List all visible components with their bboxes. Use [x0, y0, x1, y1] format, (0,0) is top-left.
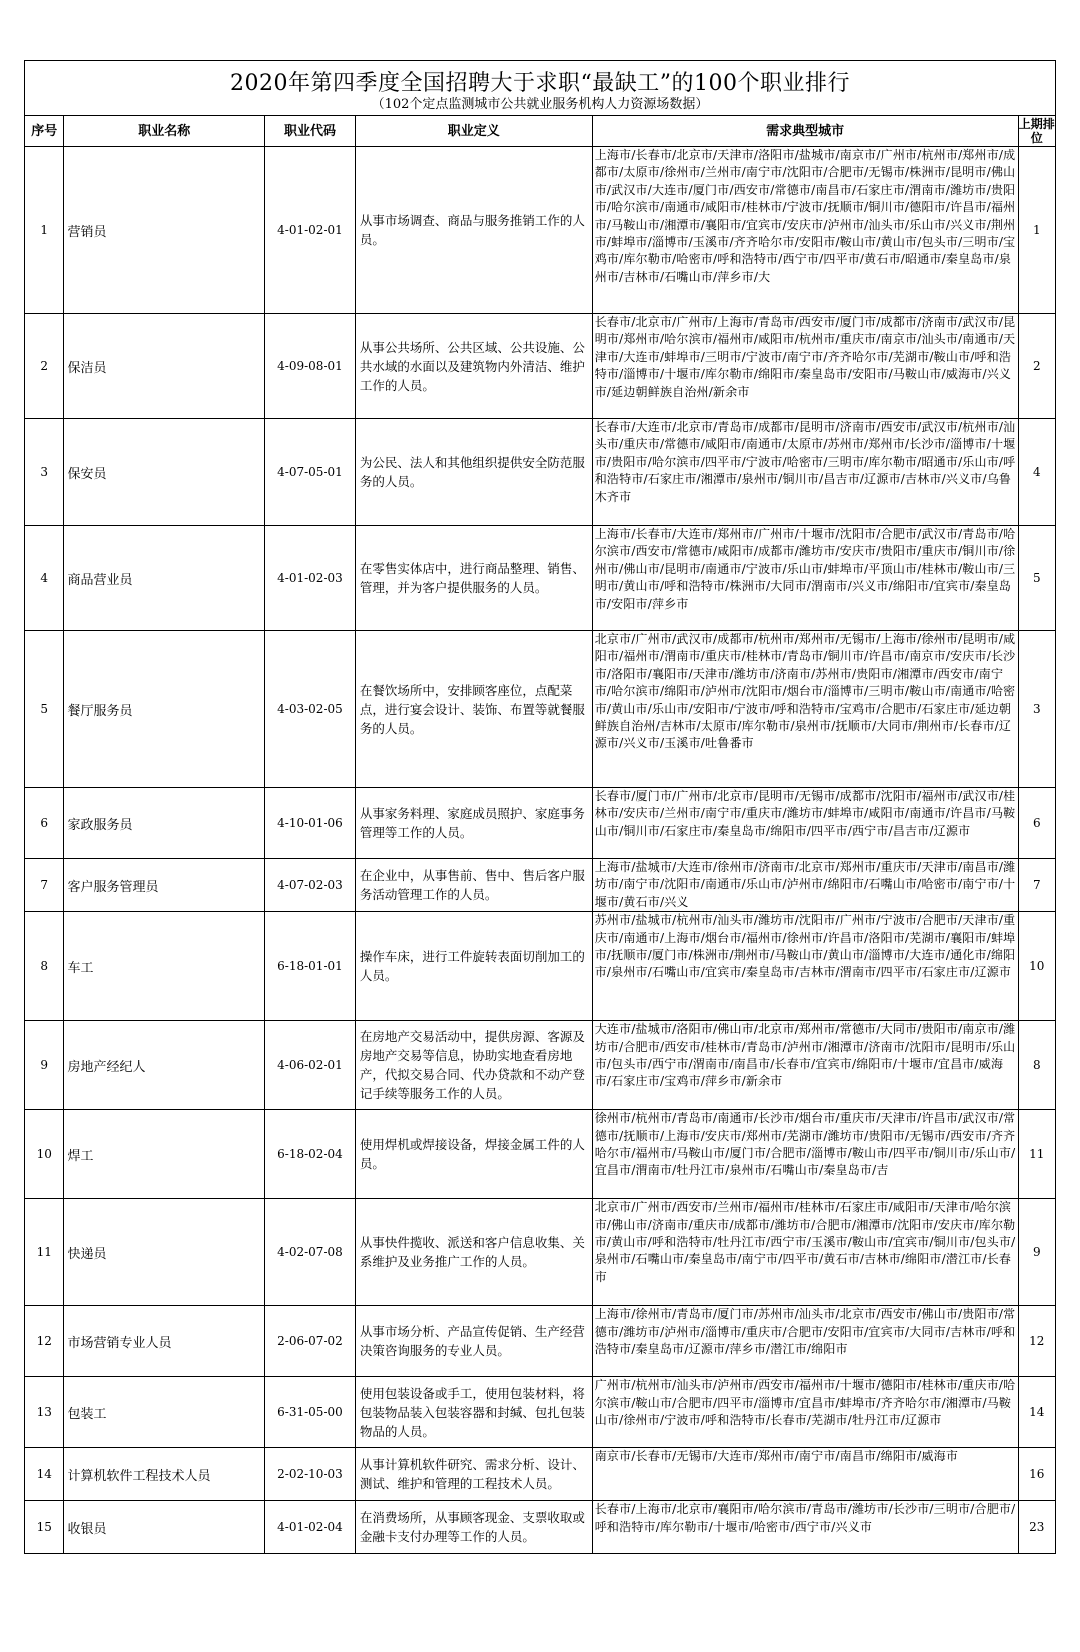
- occupation-definition: 在消费场所，从事顾客现金、支票收取或金融卡支付办理等工作的人员。: [355, 1501, 592, 1554]
- occupation-name: 包装工: [64, 1377, 265, 1448]
- occupation-code: 4-07-05-01: [265, 419, 356, 526]
- typical-cities: 北京市/广州市/西安市/兰州市/福州市/桂林市/石家庄市/咸阳市/天津市/哈尔滨市/佛山市/济南市/重庆市/成都市/潍坊市/合肥市/湘潭市/沈阳市/安庆市/库尔勒市/黄山市/呼和浩特市/牡丹江市/西宁市/玉溪市/鞍山市/宜宾市/铜川市/包头市/泉州市/石嘴山市/秦皇岛市/南宁市/四平市/黄石市/吉林市/绵阳市/潜江市/长春市: [592, 1199, 1018, 1306]
- previous-rank: 2: [1018, 314, 1055, 419]
- row-index: 13: [25, 1377, 64, 1448]
- occupation-definition: 使用焊机或焊接设备，焊接金属工件的人员。: [355, 1110, 592, 1199]
- table-row: [25, 912, 1056, 1021]
- previous-rank: 1: [1018, 147, 1055, 314]
- occupation-name: 房地产经纪人: [64, 1021, 265, 1110]
- typical-cities: 大连市/盐城市/洛阳市/佛山市/北京市/郑州市/常德市/大同市/贵阳市/南京市/潍坊市/合肥市/西安市/桂林市/青岛市/泸州市/湘潭市/济南市/沈阳市/昆明市/乐山市/包头市/西宁市/渭南市/南昌市/长春市/宜宾市/绵阳市/十堰市/宜昌市/威海市/石家庄市/宝鸡市/萍乡市/新余市: [592, 1021, 1018, 1110]
- occupation-code: 4-01-02-01: [265, 147, 356, 314]
- occupation-definition: 为公民、法人和其他组织提供安全防范服务的人员。: [355, 419, 592, 526]
- occupation-name: 市场营销专业人员: [64, 1306, 265, 1377]
- table-row: [25, 1110, 1056, 1199]
- row-index: 6: [25, 788, 64, 859]
- row-index: 12: [25, 1306, 64, 1377]
- row-index: 8: [25, 912, 64, 1021]
- previous-rank: 5: [1018, 526, 1055, 631]
- previous-rank: 14: [1018, 1377, 1055, 1448]
- occupation-name: 计算机软件工程技术人员: [64, 1448, 265, 1501]
- occupation-code: 4-03-02-05: [265, 631, 356, 788]
- header-prev-rank: 上期排位: [1018, 117, 1055, 145]
- table-row: [25, 859, 1056, 912]
- occupation-definition: 在餐饮场所中，安排顾客座位，点配菜点，进行宴会设计、装饰、布置等就餐服务的人员。: [355, 631, 592, 788]
- previous-rank: 4: [1018, 419, 1055, 526]
- table-subtitle: （102个定点监测城市公共就业服务机构人力资源场数据）: [25, 97, 1056, 116]
- row-index: 11: [25, 1199, 64, 1306]
- row-index: 1: [25, 147, 64, 314]
- subtitle-row: [25, 97, 1056, 116]
- previous-rank: 6: [1018, 788, 1055, 859]
- occupation-definition: 从事计算机软件研究、需求分析、设计、测试、维护和管理的工程技术人员。: [355, 1448, 592, 1501]
- occupation-name: 焊工: [64, 1110, 265, 1199]
- occupation-code: 2-02-10-03: [265, 1448, 356, 1501]
- header-index: 序号: [25, 116, 64, 147]
- row-index: 3: [25, 419, 64, 526]
- occupation-name: 家政服务员: [64, 788, 265, 859]
- header-name: 职业名称: [64, 116, 265, 147]
- row-index: 10: [25, 1110, 64, 1199]
- table-row: [25, 1306, 1056, 1377]
- previous-rank: 23: [1018, 1501, 1055, 1554]
- occupation-code: 4-02-07-08: [265, 1199, 356, 1306]
- occupation-code: 6-31-05-00: [265, 1377, 356, 1448]
- occupation-definition: 在零售实体店中，进行商品整理、销售、管理，并为客户提供服务的人员。: [355, 526, 592, 631]
- previous-rank: 16: [1018, 1448, 1055, 1501]
- typical-cities: 上海市/盐城市/大连市/徐州市/济南市/北京市/郑州市/重庆市/天津市/南昌市/潍坊市/南宁市/沈阳市/南通市/乐山市/泸州市/绵阳市/石嘴山市/哈密市/南宁市/十堰市/黄石市/兴义: [592, 859, 1018, 912]
- occupation-name: 快递员: [64, 1199, 265, 1306]
- table-row: [25, 1501, 1056, 1554]
- occupation-definition: 从事快件揽收、派送和客户信息收集、关系维护及业务推广工作的人员。: [355, 1199, 592, 1306]
- table-row: [25, 1448, 1056, 1501]
- occupation-definition: 从事公共场所、公共区域、公共设施、公共水域的水面以及建筑物内外清洁、维护工作的人员。: [355, 314, 592, 419]
- previous-rank: 10: [1018, 912, 1055, 1021]
- occupation-definition: 在企业中，从事售前、售中、售后客户服务活动管理工作的人员。: [355, 859, 592, 912]
- row-index: 15: [25, 1501, 64, 1554]
- occupation-definition: 在房地产交易活动中，提供房源、客源及房地产交易等信息，协助实地查看房地产，代拟交易合同、代办贷款和不动产登记手续等服务工作的人员。: [355, 1021, 592, 1110]
- previous-rank: 3: [1018, 631, 1055, 788]
- table-row: [25, 419, 1056, 526]
- header-row: [25, 116, 1056, 147]
- occupation-name: 保洁员: [64, 314, 265, 419]
- typical-cities: 长春市/大连市/北京市/青岛市/成都市/昆明市/济南市/西安市/武汉市/杭州市/汕头市/重庆市/常德市/咸阳市/南通市/太原市/苏州市/郑州市/长沙市/淄博市/十堰市/贵阳市/哈尔滨市/四平市/宁波市/哈密市/三明市/库尔勒市/昭通市/乐山市/呼和浩特市/石家庄市/湘潭市/泉州市/铜川市/昌吉市/辽源市/吉林市/兴义市/乌鲁木齐市: [592, 419, 1018, 526]
- header-cities: 需求典型城市: [592, 116, 1018, 147]
- table-title: 2020年第四季度全国招聘大于求职“最缺工”的100个职业排行: [25, 61, 1056, 98]
- occupation-definition: 从事市场调查、商品与服务推销工作的人员。: [355, 147, 592, 314]
- row-index: 9: [25, 1021, 64, 1110]
- ranking-table: [24, 60, 1056, 1554]
- typical-cities: 徐州市/杭州市/青岛市/南通市/长沙市/烟台市/重庆市/天津市/许昌市/武汉市/常德市/抚顺市/上海市/安庆市/郑州市/芜湖市/潍坊市/贵阳市/无锡市/西安市/齐齐哈尔市/福州市/马鞍山市/厦门市/合肥市/淄博市/鞍山市/四平市/铜川市/乐山市/宜昌市/渭南市/牡丹江市/泉州市/石嘴山市/秦皇岛市/吉: [592, 1110, 1018, 1199]
- occupation-definition: 从事市场分析、产品宣传促销、生产经营决策咨询服务的专业人员。: [355, 1306, 592, 1377]
- previous-rank: 11: [1018, 1110, 1055, 1199]
- typical-cities: 长春市/上海市/北京市/襄阳市/哈尔滨市/青岛市/潍坊市/长沙市/三明市/合肥市/呼和浩特市/库尔勒市/十堰市/哈密市/西宁市/兴义市: [592, 1501, 1018, 1554]
- previous-rank: 7: [1018, 859, 1055, 912]
- occupation-code: 4-09-08-01: [265, 314, 356, 419]
- typical-cities: 南京市/长春市/无锡市/大连市/郑州市/南宁市/南昌市/绵阳市/威海市: [592, 1448, 1018, 1501]
- row-index: 5: [25, 631, 64, 788]
- typical-cities: 北京市/广州市/武汉市/成都市/杭州市/郑州市/无锡市/上海市/徐州市/昆明市/咸阳市/福州市/渭南市/重庆市/桂林市/青岛市/铜川市/许昌市/南京市/安庆市/长沙市/洛阳市/襄阳市/天津市/潍坊市/济南市/苏州市/贵阳市/湘潭市/西安市/南宁市/哈尔滨市/绵阳市/泸州市/沈阳市/烟台市/淄博市/三明市/鞍山市/南通市/哈密市/黄山市/乐山市/安阳市/宁波市/呼和浩特市/宝鸡市/合肥市/石家庄市/延边朝鲜族自治州/吉林市/太原市/库尔勒市/泉州市/抚顺市/大同市/荆州市/长春市/辽源市/兴义市/玉溪市/吐鲁番市: [592, 631, 1018, 788]
- occupation-name: 营销员: [64, 147, 265, 314]
- occupation-code: 6-18-01-01: [265, 912, 356, 1021]
- occupation-name: 商品营业员: [64, 526, 265, 631]
- occupation-definition: 操作车床，进行工件旋转表面切削加工的人员。: [355, 912, 592, 1021]
- occupation-definition: 使用包装设备或手工，使用包装材料，将包装物品装入包装容器和封缄、包扎包装物品的人员。: [355, 1377, 592, 1448]
- typical-cities: 广州市/杭州市/汕头市/泸州市/西安市/福州市/十堰市/德阳市/桂林市/重庆市/哈尔滨市/鞍山市/合肥市/四平市/淄博市/宜昌市/蚌埠市/齐齐哈尔市/湘潭市/马鞍山市/徐州市/宁波市/呼和浩特市/长春市/芜湖市/牡丹江市/辽源市: [592, 1377, 1018, 1448]
- occupation-code: 4-01-02-03: [265, 526, 356, 631]
- row-index: 2: [25, 314, 64, 419]
- occupation-name: 收银员: [64, 1501, 265, 1554]
- previous-rank: 12: [1018, 1306, 1055, 1377]
- table-row: [25, 1021, 1056, 1110]
- occupation-name: 餐厅服务员: [64, 631, 265, 788]
- typical-cities: 上海市/长春市/大连市/郑州市/广州市/十堰市/沈阳市/合肥市/武汉市/青岛市/哈尔滨市/西安市/常德市/咸阳市/成都市/潍坊市/安庆市/贵阳市/重庆市/铜川市/徐州市/佛山市/昆明市/南通市/宁波市/乐山市/蚌埠市/平顶山市/桂林市/鞍山市/三明市/黄山市/呼和浩特市/株洲市/大同市/渭南市/兴义市/绵阳市/宜宾市/秦皇岛市/安阳市/萍乡市: [592, 526, 1018, 631]
- row-index: 14: [25, 1448, 64, 1501]
- title-row: [25, 61, 1056, 98]
- previous-rank: 9: [1018, 1199, 1055, 1306]
- typical-cities: 上海市/徐州市/青岛市/厦门市/苏州市/汕头市/北京市/西安市/佛山市/贵阳市/常德市/潍坊市/泸州市/淄博市/重庆市/合肥市/安阳市/宜宾市/大同市/吉林市/呼和浩特市/秦皇岛市/辽源市/萍乡市/潜江市/绵阳市: [592, 1306, 1018, 1377]
- occupation-code: 4-06-02-01: [265, 1021, 356, 1110]
- occupation-code: 4-10-01-06: [265, 788, 356, 859]
- table-row: [25, 1199, 1056, 1306]
- typical-cities: 长春市/北京市/广州市/上海市/青岛市/西安市/厦门市/成都市/济南市/武汉市/昆明市/郑州市/哈尔滨市/福州市/咸阳市/杭州市/重庆市/南京市/汕头市/南通市/天津市/大连市/蚌埠市/三明市/宁波市/南宁市/齐齐哈尔市/芜湖市/鞍山市/呼和浩特市/淄博市/十堰市/库尔勒市/绵阳市/秦皇岛市/安阳市/马鞍山市/威海市/兴义市/延边朝鲜族自治州/新余市: [592, 314, 1018, 419]
- occupation-code: 2-06-07-02: [265, 1306, 356, 1377]
- occupation-definition: 从事家务料理、家庭成员照护、家庭事务管理等工作的人员。: [355, 788, 592, 859]
- occupation-name: 客户服务管理员: [64, 859, 265, 912]
- occupation-ranking-sheet: [24, 60, 1056, 1554]
- header-definition: 职业定义: [355, 116, 592, 147]
- table-row: [25, 1377, 1056, 1448]
- table-row: [25, 147, 1056, 314]
- table-row: [25, 314, 1056, 419]
- previous-rank: 8: [1018, 1021, 1055, 1110]
- occupation-code: 6-18-02-04: [265, 1110, 356, 1199]
- row-index: 4: [25, 526, 64, 631]
- occupation-code: 4-01-02-04: [265, 1501, 356, 1554]
- header-code: 职业代码: [265, 116, 356, 147]
- typical-cities: 上海市/长春市/北京市/天津市/洛阳市/盐城市/南京市/广州市/杭州市/郑州市/成都市/太原市/徐州市/兰州市/南宁市/沈阳市/合肥市/无锡市/株洲市/昆明市/佛山市/武汉市/大连市/厦门市/西安市/常德市/南昌市/石家庄市/渭南市/潍坊市/贵阳市/哈尔滨市/南通市/咸阳市/桂林市/宁波市/抚顺市/铜川市/德阳市/许昌市/福州市/马鞍山市/湘潭市/襄阳市/宜宾市/安庆市/泸州市/汕头市/乐山市/兴义市/荆州市/蚌埠市/淄博市/玉溪市/齐齐哈尔市/安阳市/鞍山市/黄山市/包头市/三明市/宝鸡市/库尔勒市/哈密市/呼和浩特市/西宁市/四平市/黄石市/昭通市/秦皇岛市/泉州市/吉林市/石嘴山市/萍乡市/大: [592, 147, 1018, 314]
- occupation-name: 保安员: [64, 419, 265, 526]
- table-row: [25, 526, 1056, 631]
- row-index: 7: [25, 859, 64, 912]
- typical-cities: 苏州市/盐城市/杭州市/汕头市/潍坊市/沈阳市/广州市/宁波市/合肥市/天津市/重庆市/南通市/上海市/烟台市/福州市/徐州市/许昌市/洛阳市/芜湖市/襄阳市/蚌埠市/抚顺市/厦门市/株洲市/荆州市/马鞍山市/黄山市/淄博市/大连市/通化市/绵阳市/泉州市/石嘴山市/宜宾市/秦皇岛市/吉林市/渭南市/四平市/石家庄市/辽源市: [592, 912, 1018, 1021]
- typical-cities: 长春市/厦门市/广州市/北京市/昆明市/无锡市/成都市/沈阳市/福州市/武汉市/桂林市/安庆市/兰州市/南宁市/重庆市/潍坊市/蚌埠市/咸阳市/南通市/许昌市/马鞍山市/铜川市/石家庄市/秦皇岛市/绵阳市/四平市/西宁市/昌吉市/辽源市: [592, 788, 1018, 859]
- table-row: [25, 788, 1056, 859]
- occupation-name: 车工: [64, 912, 265, 1021]
- occupation-code: 4-07-02-03: [265, 859, 356, 912]
- table-row: [25, 631, 1056, 788]
